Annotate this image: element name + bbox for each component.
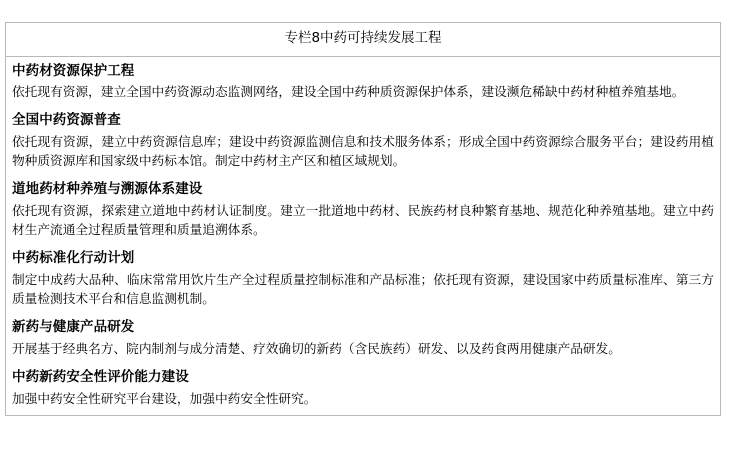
section-item — [6, 363, 720, 415]
table-title: 专栏8中药可持续发展工程 — [6, 23, 720, 57]
section-body: 依托现有资源，探索建立道地中药材认证制度。建立一批道地中药材、民族药材良种繁育基地、规范化种养殖基地。建立中药材生产流通全过程质量管理和质量追溯体系。 — [12, 203, 714, 238]
section-heading: 道地药材种养殖与溯源体系建设 — [12, 181, 203, 198]
section-body: 开展基于经典名方、院内制剂与成分清楚、疗效确切的新药（含民族药）研发、以及药食两用健康产品研发。 — [12, 340, 621, 356]
section-heading: 全国中药资源普查 — [12, 112, 121, 129]
section-body: 加强中药安全性研究平台建设，加强中药安全性研究。 — [12, 390, 317, 406]
section-body: 依托现有资源，建立中药资源信息库；建设中药资源监测信息和技术服务体系；形成全国中药资源综合服务平台；建设药用植物种质资源库和国家级中药标本馆。制定中药材主产区和植区域规划。 — [12, 134, 714, 169]
section-heading: 中药标准化行动计划 — [12, 250, 135, 267]
table-body — [6, 57, 720, 415]
section-body: 依托现有资源，建立全国中药资源动态监测网络，建设全国中药种质资源保护体系，建设濒危稀缺中药材种植养殖基地。 — [12, 84, 685, 100]
section-item — [6, 57, 720, 107]
section-item — [6, 106, 720, 175]
section-item — [6, 175, 720, 244]
section-item — [6, 313, 720, 363]
section-item — [6, 244, 720, 313]
section-heading: 中药材资源保护工程 — [12, 62, 135, 79]
section-heading: 新药与健康产品研发 — [12, 319, 135, 336]
content-table — [5, 22, 721, 416]
section-heading: 中药新药安全性评价能力建设 — [12, 368, 189, 385]
section-body: 制定中成药大品种、临床常常用饮片生产全过程质量控制标准和产品标准；依托现有资源，建设国家中药质量标准库、第三方质量检测技术平台和信息监测机制。 — [12, 271, 714, 307]
